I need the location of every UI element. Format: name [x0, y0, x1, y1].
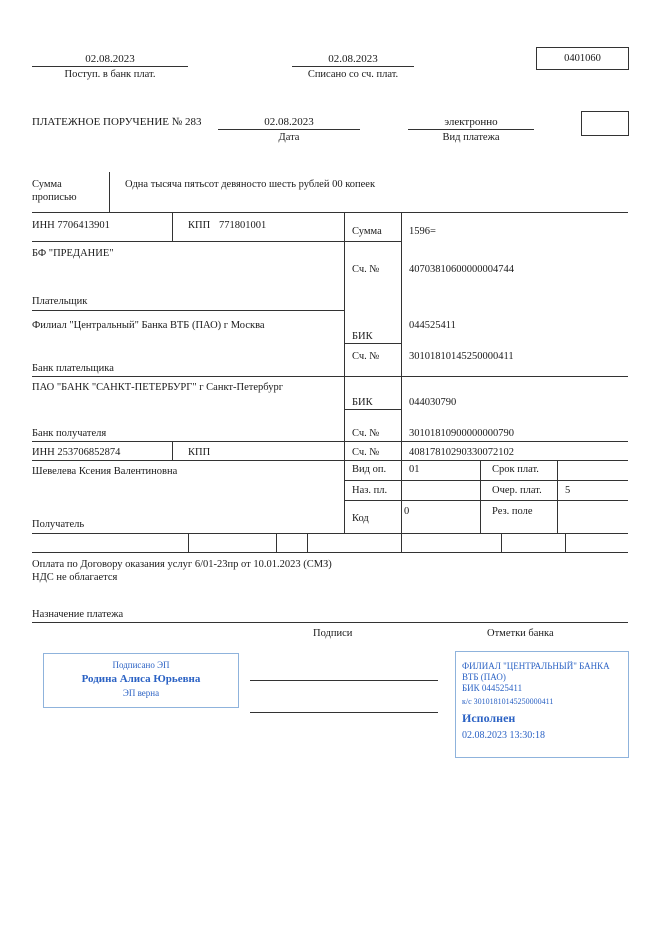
signature-line-2: [250, 712, 438, 713]
payee-label: Получатель: [32, 519, 85, 530]
debited-label: Списано со сч. плат.: [307, 69, 399, 80]
signature-stamp-name: Родина Алиса Юрьевна: [81, 673, 201, 685]
grid-line: [344, 500, 628, 501]
payee-kpp-label: КПП: [188, 447, 211, 458]
purpose-line: [32, 622, 628, 623]
document-title: ПЛАТЕЖНОЕ ПОРУЧЕНИЕ № 283: [32, 116, 202, 128]
grid-line: [344, 343, 401, 344]
bank-stamp-line1: ФИЛИАЛ "ЦЕНТРАЛЬНЫЙ" БАНКА: [462, 661, 610, 671]
grid-line: [307, 533, 308, 552]
payee-bank-bik-label: БИК: [352, 397, 373, 408]
naz-pl-label: Наз. пл.: [352, 485, 388, 496]
kod-label: Код: [352, 513, 369, 524]
form-code: 0401060: [564, 53, 601, 64]
payer-bank-name: Филиал "Центральный" Банка ВТБ (ПАО) г Москва: [32, 320, 265, 331]
payer-name: БФ "ПРЕДАНИЕ": [32, 248, 114, 259]
amount-words-divider: [109, 172, 110, 212]
signature-stamp-line1: Подписано ЭП: [112, 660, 170, 670]
bank-stamp-datetime: 02.08.2023 13:30:18: [462, 730, 546, 741]
signature-stamp-line3: ЭП верна: [122, 688, 160, 698]
grid-line: [172, 441, 173, 460]
grid-line: [344, 480, 628, 481]
grid-line: [344, 460, 628, 461]
amount-words-label-2: прописью: [32, 192, 77, 203]
bank-stamp-line4: к/с 30101810145250000411: [462, 697, 554, 706]
bank-stamp-line2: ВТБ (ПАО): [462, 672, 506, 682]
grid-line: [344, 241, 401, 242]
grid-line: [344, 409, 401, 410]
payment-type-line: [408, 129, 534, 130]
grid-line: [32, 460, 344, 461]
payer-bank-bik: 044525411: [409, 320, 456, 331]
grid-line: [480, 460, 481, 533]
payee-account-label: Сч. №: [352, 447, 380, 458]
payer-account: 40703810600000004744: [409, 264, 514, 275]
sum-value: 1596=: [409, 226, 436, 237]
grid-line: [401, 212, 402, 533]
grid-line: [565, 533, 566, 552]
grid-line: [401, 533, 402, 552]
grid-line: [557, 460, 558, 533]
amount-words-label-1: Сумма: [32, 179, 62, 190]
payer-bank-bik-label: БИК: [352, 331, 373, 342]
bank-received-label: Поступ. в банк плат.: [64, 69, 156, 80]
purpose-line-2: НДС не облагается: [32, 572, 118, 583]
debited-line: [292, 66, 414, 67]
payer-kpp: 771801001: [219, 220, 267, 231]
grid-line: [32, 376, 628, 377]
document-date-label: Дата: [278, 132, 300, 143]
bank-stamp-status: Исполнен: [462, 711, 516, 725]
bank-marks-label: Отметки банка: [487, 628, 554, 639]
payee-account: 40817810290330072102: [409, 447, 514, 458]
payer-bank-account-label: Сч. №: [352, 351, 380, 362]
payer-inn: ИНН 7706413901: [32, 220, 110, 231]
grid-line: [188, 533, 189, 552]
payee-bank-name: ПАО "БАНК "САНКТ-ПЕТЕРБУРГ" г Санкт-Петербург: [32, 382, 284, 393]
bank-stamp: [455, 651, 629, 758]
srok-label: Срок плат.: [492, 464, 539, 475]
grid-line: [344, 212, 345, 533]
grid-line: [32, 441, 628, 442]
payment-type-label: Вид платежа: [442, 132, 500, 143]
payer-bank-label: Банк плательщика: [32, 363, 114, 374]
signatures-label: Подписи: [313, 628, 353, 639]
grid-line: [501, 533, 502, 552]
grid-line: [276, 533, 277, 552]
vid-op-value: 01: [409, 464, 420, 475]
bank-received-date: 02.08.2023: [85, 53, 135, 65]
payer-kpp-label: КПП: [188, 220, 211, 231]
document-date-line: [218, 129, 360, 130]
purpose-line-1: Оплата по Договору оказания услуг 6/01-23пр от 10.01.2023 (СМЗ): [32, 559, 332, 570]
payee-inn: ИНН 253706852874: [32, 447, 121, 458]
grid-line: [32, 533, 628, 534]
ocher-label: Очер. плат.: [492, 485, 542, 496]
grid-line: [172, 212, 173, 241]
grid-line: [32, 241, 344, 242]
payer-label: Плательщик: [32, 296, 88, 307]
payee-bank-account-label: Сч. №: [352, 428, 380, 439]
form-code-box: [536, 47, 629, 70]
payee-name: Шевелева Ксения Валентиновна: [32, 466, 178, 477]
signature-stamp: [43, 653, 239, 708]
payer-account-label: Сч. №: [352, 264, 380, 275]
payee-bank-label: Банк получателя: [32, 428, 107, 439]
payee-bank-account: 30101810900000000790: [409, 428, 514, 439]
blank-box: [581, 111, 629, 136]
debited-date: 02.08.2023: [328, 53, 378, 65]
grid-line: [32, 552, 628, 553]
payment-type: электронно: [444, 116, 498, 128]
bank-stamp-line3: БИК 044525411: [462, 683, 523, 693]
grid-line: [32, 212, 628, 213]
amount-words-value: Одна тысяча пятьсот девяносто шесть рублей 00 копеек: [125, 179, 376, 190]
payer-bank-account: 30101810145250000411: [409, 351, 514, 362]
signature-line-1: [250, 680, 438, 681]
ocher-value: 5: [565, 485, 571, 496]
vid-op-label: Вид оп.: [352, 464, 387, 475]
document-date: 02.08.2023: [264, 116, 314, 128]
grid-line: [32, 310, 344, 311]
kod-value: 0: [404, 506, 410, 517]
purpose-label: Назначение платежа: [32, 609, 124, 620]
sum-label: Сумма: [352, 226, 382, 237]
bank-received-line: [32, 66, 188, 67]
rez-label: Рез. поле: [492, 506, 533, 517]
payee-bank-bik: 044030790: [409, 397, 457, 408]
